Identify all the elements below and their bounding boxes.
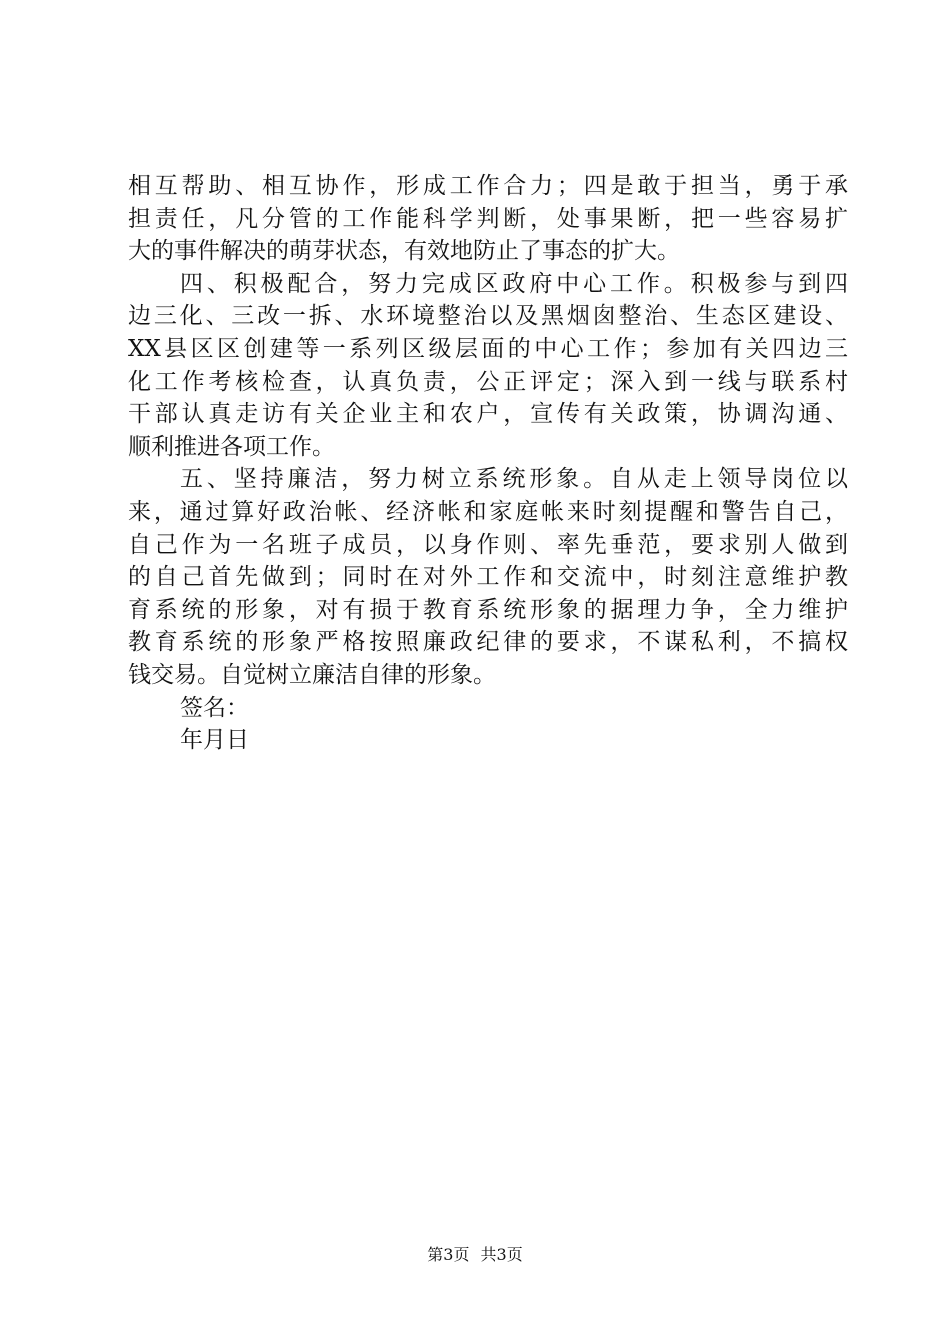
text-line: XX县区区创建等一系列区级层面的中心工作；参加有关四边三 [128,335,848,362]
text-line: 五、坚持廉洁，努力树立系统形象。自从走上领导岗位以 [180,466,848,493]
text-line: 担责任，凡分管的工作能科学判断，处事果断，把一些容易扩 [128,205,848,232]
text-line: 化工作考核检查，认真负责，公正评定；深入到一线与联系村 [128,368,848,395]
text-line: 相互帮助、相互协作，形成工作合力；四是敢于担当，勇于承 [128,173,848,199]
page-total: 共3页 [480,1245,523,1264]
page-number: 第3页 [427,1245,470,1264]
text-line: 教育系统的形象严格按照廉政纪律的要求，不谋私利，不搞权 [128,629,848,656]
text-line: 来，通过算好政治帐、经济帐和家庭帐来时刻提醒和警告自己， [128,498,848,525]
signature-label: 签名： [180,694,249,721]
text-line: 干部认真走访有关企业主和农户，宣传有关政策，协调沟通、 [128,401,848,428]
text-line: 自己作为一名班子成员，以身作则、率先垂范，要求别人做到 [128,531,848,558]
text-line: 钱交易。自觉树立廉洁自律的形象。 [128,661,496,688]
text-line: 顺利推进各项工作。 [128,433,335,460]
text-line: 育系统的形象，对有损于教育系统形象的据理力争，全力维护 [128,596,848,623]
page-footer [0,1244,950,1266]
text-line: 大的事件解决的萌芽状态，有效地防止了事态的扩大。 [128,238,680,265]
text-line: 的自己首先做到；同时在对外工作和交流中，时刻注意维护教 [128,564,848,591]
date-label: 年月日 [180,727,249,754]
text-line: 四、积极配合，努力完成区政府中心工作。积极参与到四 [180,270,848,297]
text-line: 边三化、三改一拆、水环境整治以及黑烟囱整治、生态区建设、 [128,303,848,330]
document-body [128,170,848,757]
